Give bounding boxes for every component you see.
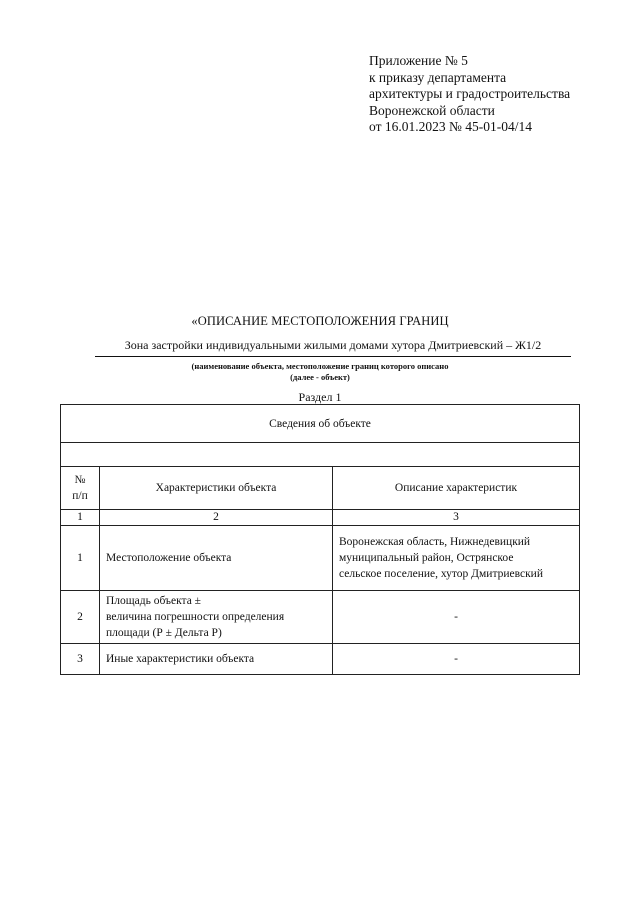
table-row bbox=[61, 591, 580, 644]
column-number-row bbox=[61, 510, 580, 526]
column-number: 2 bbox=[100, 510, 333, 526]
characteristic-line: площади (Р ± Дельта Р) bbox=[106, 627, 222, 639]
object-name: Зона застройки индивидуальными жилыми домами хутора Дмитриевский – Ж1/2 bbox=[95, 338, 571, 357]
row-number: 3 bbox=[61, 644, 100, 675]
annex-line: к приказу департамента bbox=[369, 69, 507, 85]
row-description: - bbox=[333, 591, 580, 644]
description-line: сельское поселение, хутор Дмитриевский bbox=[339, 568, 543, 580]
table-header: Сведения об объекте bbox=[61, 405, 580, 443]
row-number: 2 bbox=[61, 591, 100, 644]
row-characteristic: Иные характеристики объекта bbox=[100, 644, 333, 675]
row-description bbox=[333, 526, 580, 591]
num-header-line: № bbox=[74, 474, 86, 486]
table-row bbox=[61, 644, 580, 675]
annex-block bbox=[369, 53, 570, 136]
characteristic-line: величина погрешности определения bbox=[106, 611, 285, 623]
column-number: 3 bbox=[333, 510, 580, 526]
column-header-row bbox=[61, 467, 580, 510]
table-row bbox=[61, 526, 580, 591]
empty-cell bbox=[61, 443, 580, 467]
characteristic-line: Площадь объекта ± bbox=[106, 595, 201, 607]
annex-line: от 16.01.2023 № 45-01-04/14 bbox=[369, 119, 532, 134]
object-info-table bbox=[60, 404, 580, 675]
column-header-num bbox=[61, 467, 100, 510]
row-description: - bbox=[333, 644, 580, 675]
section-heading: Раздел 1 bbox=[298, 390, 342, 404]
table-header-row bbox=[61, 405, 580, 443]
column-number: 1 bbox=[61, 510, 100, 526]
row-characteristic bbox=[100, 591, 333, 644]
description-line: муниципальный район, Острянское bbox=[339, 552, 514, 564]
annex-line: Воронежской области bbox=[369, 102, 495, 118]
caption-line: (наименование объекта, местоположение границ которого описано bbox=[191, 361, 449, 371]
column-header-description: Описание характеристик bbox=[333, 467, 580, 510]
row-number: 1 bbox=[61, 526, 100, 591]
object-name-caption bbox=[0, 361, 640, 383]
table-empty-row bbox=[61, 443, 580, 467]
caption-line: (далее - объект) bbox=[290, 372, 350, 382]
annex-line: Приложение № 5 bbox=[369, 53, 468, 68]
description-line: Воронежская область, Нижнедевицкий bbox=[339, 536, 531, 548]
annex-line: архитектуры и градостроительства bbox=[369, 86, 571, 101]
document-title: «ОПИСАНИЕ МЕСТОПОЛОЖЕНИЯ ГРАНИЦ bbox=[191, 314, 449, 328]
column-header-characteristics: Характеристики объекта bbox=[100, 467, 333, 510]
row-characteristic: Местоположение объекта bbox=[100, 526, 333, 591]
num-header-line: п/п bbox=[72, 490, 88, 502]
